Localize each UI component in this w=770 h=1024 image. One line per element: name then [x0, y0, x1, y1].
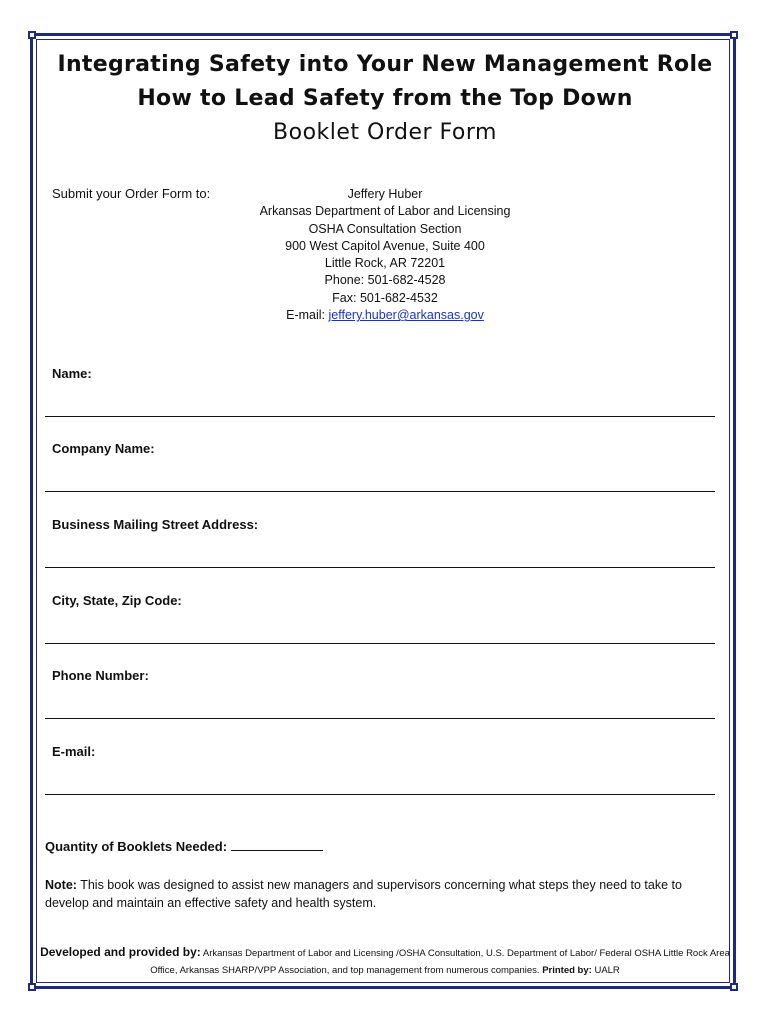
contact-email-row	[235, 307, 535, 324]
email-label: E-mail:	[52, 744, 96, 759]
company-name-label: Company Name:	[52, 441, 155, 456]
document-title-line1: Integrating Safety into Your New Management Role	[57, 52, 713, 77]
quantity-label: Quantity of Booklets Needed:	[45, 839, 228, 854]
contact-street: 900 West Capitol Avenue, Suite 400	[285, 238, 485, 253]
email-field-line[interactable]	[45, 794, 715, 795]
footer-text: Arkansas Department of Labor and Licensing /OSHA Consultation, U.S. Department of Labor/ Federal OSHA Little Rock Area Office, Arkansas SHARP/VPP Association, and top management from numerous companies.	[150, 948, 730, 976]
printed-by-label: Printed by:	[542, 965, 592, 976]
contact-city: Little Rock, AR 72201	[324, 256, 446, 271]
contact-org: Arkansas Department of Labor and Licensing	[259, 204, 511, 219]
phone-number-field-line[interactable]	[45, 718, 715, 719]
name-label: Name:	[52, 366, 92, 381]
mailing-address	[235, 186, 535, 324]
submit-label: Submit your Order Form to:	[52, 186, 211, 201]
corner-ornament-top-right	[730, 31, 738, 39]
city-state-zip-label: City, State, Zip Code:	[52, 593, 182, 608]
footer-lead: Developed and provided by:	[40, 945, 201, 959]
company-name-field-line[interactable]	[45, 491, 715, 492]
printed-by-value: UALR	[591, 965, 620, 976]
email-link[interactable]: jeffery.huber@arkansas.gov	[328, 308, 484, 323]
contact-section: OSHA Consultation Section	[308, 221, 462, 236]
quantity-field-line[interactable]	[231, 838, 323, 851]
email-prefix: E-mail:	[286, 308, 329, 323]
note-paragraph	[45, 876, 725, 912]
quantity-row	[45, 838, 323, 854]
footer-credits	[40, 944, 730, 979]
contact-name: Jeffery Huber	[347, 187, 423, 201]
note-text: This book was designed to assist new managers and supervisors concerning what steps they need to take to develop and maintain an effective safety and health system.	[45, 878, 682, 910]
street-address-label: Business Mailing Street Address:	[52, 517, 259, 532]
name-field-line[interactable]	[45, 416, 715, 417]
corner-ornament-bottom-left	[28, 983, 36, 991]
document-subtitle: Booklet Order Form	[273, 120, 497, 145]
city-state-zip-field-line[interactable]	[45, 643, 715, 644]
street-address-field-line[interactable]	[45, 567, 715, 568]
note-label: Note:	[45, 878, 77, 892]
document-title-line2: How to Lead Safety from the Top Down	[137, 86, 633, 111]
corner-ornament-bottom-right	[730, 983, 738, 991]
corner-ornament-top-left	[28, 31, 36, 39]
contact-phone: Phone: 501-682-4528	[324, 273, 446, 288]
phone-number-label: Phone Number:	[52, 668, 149, 683]
contact-fax: Fax: 501-682-4532	[332, 290, 438, 305]
